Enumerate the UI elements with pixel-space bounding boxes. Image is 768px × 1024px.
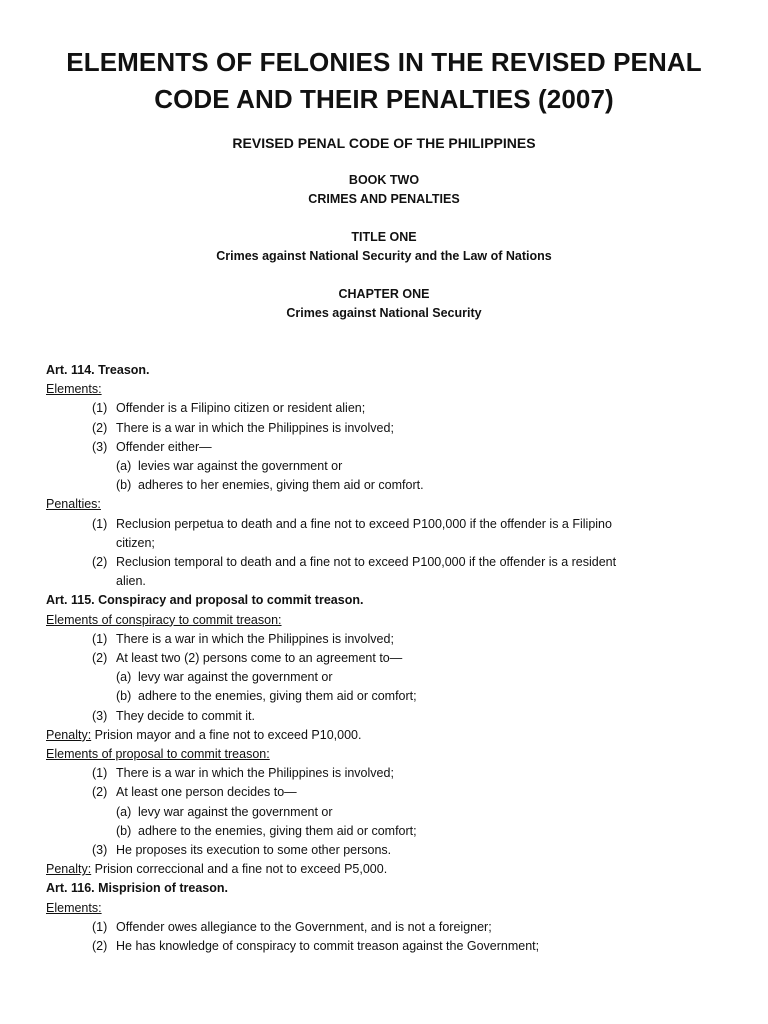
item-number: (2)	[92, 555, 108, 570]
item-number: (2)	[92, 785, 108, 800]
item-number: (1)	[92, 516, 108, 531]
sub-list-item	[46, 822, 722, 841]
chapter-subheading: Crimes against National Security	[286, 306, 482, 320]
item-text: At least one person decides to—	[116, 785, 297, 800]
item-text: adheres to her enemies, giving them aid or comfort.	[138, 478, 424, 493]
sub-list-item	[46, 687, 722, 706]
section-label: Elements of proposal to commit treason:	[46, 747, 270, 762]
sub-list-item	[46, 668, 722, 687]
item-text: adhere to the enemies, giving them aid or comfort;	[138, 823, 417, 838]
item-text: levy war against the government or	[138, 670, 333, 685]
item-text: Offender is a Filipino citizen or resident alien;	[116, 401, 366, 416]
item-continuation: alien.	[116, 574, 146, 589]
item-text: He proposes its execution to some other persons.	[116, 843, 392, 858]
list-item	[46, 553, 722, 572]
title-heading: TITLE ONE	[351, 230, 417, 244]
sub-list-item	[46, 476, 722, 495]
section-label: Penalties:	[46, 497, 101, 512]
chapter-heading: CHAPTER ONE	[338, 287, 430, 301]
list-item	[46, 630, 722, 649]
document-title: ELEMENTS OF FELONIES IN THE REVISED PENAL CODE AND THEIR PENALTIES (2007)	[66, 47, 702, 114]
item-text: There is a war in which the Philippines is involved;	[116, 766, 394, 781]
list-item	[46, 438, 722, 457]
item-text: He has knowledge of conspiracy to commit treason against the Government;	[116, 939, 540, 954]
item-text: They decide to commit it.	[116, 708, 255, 723]
item-number: (3)	[92, 708, 108, 723]
list-item	[46, 764, 722, 783]
penalty-line	[46, 860, 722, 879]
item-text: Reclusion temporal to death and a fine not to exceed P100,000 if the offender is a resident	[116, 555, 617, 570]
item-text: There is a war in which the Philippines is involved;	[116, 631, 394, 646]
article-heading: Art. 114. Treason.	[46, 363, 150, 377]
sub-list-item	[46, 457, 722, 476]
item-letter: (a)	[116, 804, 132, 819]
item-text: There is a war in which the Philippines is involved;	[116, 420, 394, 435]
list-item	[46, 419, 722, 438]
penalty-label: Penalty:	[46, 727, 92, 742]
penalty-line	[46, 726, 722, 745]
list-item	[46, 515, 722, 534]
penalty-text: Prision mayor and a fine not to exceed P10,000.	[91, 727, 362, 742]
book-subheading: CRIMES AND PENALTIES	[308, 192, 460, 206]
penalty-label: Penalty:	[46, 862, 92, 877]
item-text: Reclusion perpetua to death and a fine not to exceed P100,000 if the offender is a Filipino	[116, 516, 612, 531]
section-label: Elements of conspiracy to commit treason:	[46, 612, 282, 627]
item-number: (3)	[92, 439, 108, 454]
section-label: Elements:	[46, 382, 102, 397]
item-number: (1)	[92, 766, 108, 781]
item-continuation: citizen;	[116, 535, 155, 550]
list-item	[46, 841, 722, 860]
document-subtitle: REVISED PENAL CODE OF THE PHILIPPINES	[232, 135, 536, 151]
list-item	[46, 937, 722, 956]
item-letter: (b)	[116, 478, 132, 493]
list-item	[46, 783, 722, 802]
item-text: At least two (2) persons come to an agreement to—	[116, 651, 403, 666]
item-text: levy war against the government or	[138, 804, 333, 819]
item-number: (1)	[92, 401, 108, 416]
chapter-heading-block	[46, 285, 722, 323]
item-text: Offender owes allegiance to the Government, and is not a foreigner;	[116, 919, 492, 934]
list-item	[46, 399, 722, 418]
list-item	[46, 707, 722, 726]
item-text: adhere to the enemies, giving them aid or comfort;	[138, 689, 417, 704]
title-subheading: Crimes against National Security and the Law of Nations	[216, 249, 552, 263]
item-number: (3)	[92, 843, 108, 858]
list-item	[46, 918, 722, 937]
article-heading: Art. 116. Misprision of treason.	[46, 881, 228, 896]
item-text: levies war against the government or	[138, 459, 343, 474]
item-number: (2)	[92, 939, 108, 954]
title-heading-block	[46, 228, 722, 266]
book-heading-block	[46, 171, 722, 209]
list-item	[46, 649, 722, 668]
item-number: (2)	[92, 420, 108, 435]
item-letter: (b)	[116, 823, 132, 838]
section-label: Elements:	[46, 900, 102, 915]
item-text: Offender either—	[116, 439, 212, 454]
item-number: (2)	[92, 651, 108, 666]
item-letter: (b)	[116, 689, 132, 704]
sub-list-item	[46, 803, 722, 822]
article-heading: Art. 115. Conspiracy and proposal to commit treason.	[46, 593, 364, 608]
penalty-text: Prision correccional and a fine not to exceed P5,000.	[91, 862, 388, 877]
book-heading: BOOK TWO	[348, 173, 420, 187]
item-number: (1)	[92, 631, 108, 646]
articles-body	[46, 361, 722, 956]
item-letter: (a)	[116, 459, 132, 474]
item-letter: (a)	[116, 670, 132, 685]
item-number: (1)	[92, 919, 108, 934]
